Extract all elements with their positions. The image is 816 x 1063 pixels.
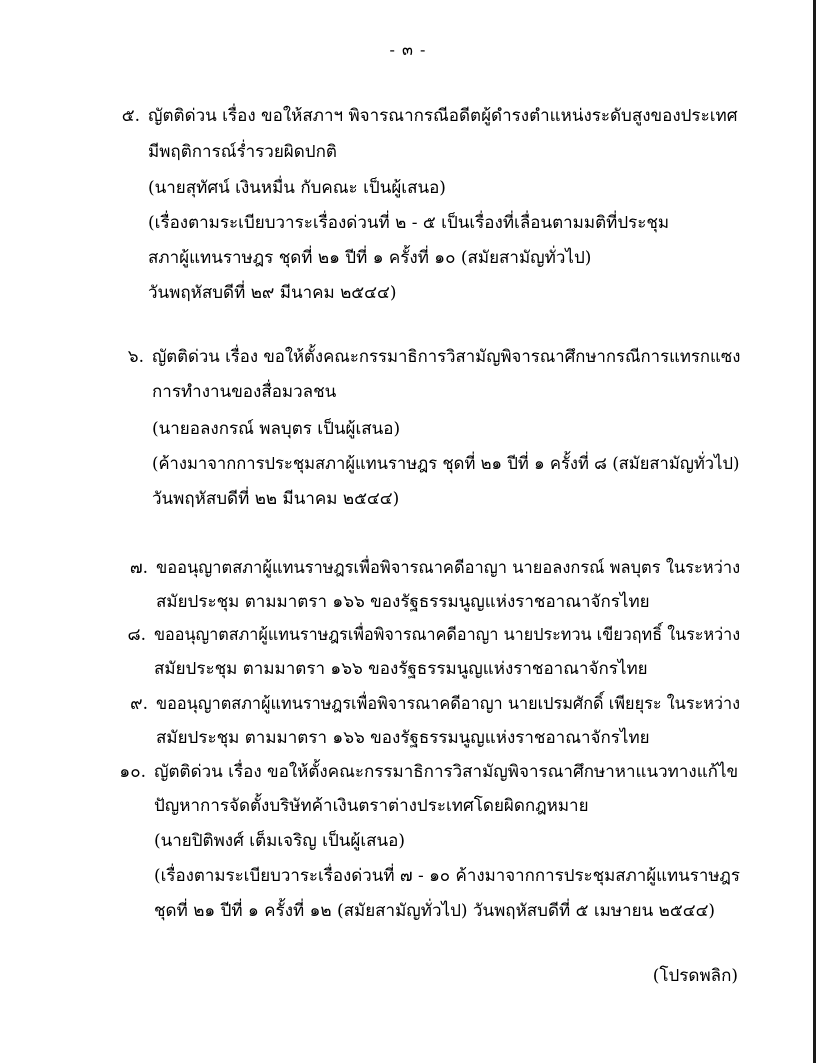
item-line: วันพฤหัสบดีที่ ๒๙ มีนาคม ๒๕๔๔) <box>148 283 397 303</box>
item-line: มีพฤติการณ์ร่ำรวยผิดปกติ <box>148 142 337 162</box>
page-number: - ๓ - <box>389 40 427 59</box>
item-number: ๑๐. <box>119 762 146 782</box>
item-line: ญัตติด่วน เรื่อง ขอให้ตั้งคณะกรรมาธิการวิสามัญพิจารณาศึกษาหาแนวทางแก้ไข <box>154 762 739 782</box>
item-line: (นายอลงกรณ์ พลบุตร เป็นผู้เสนอ) <box>152 419 401 439</box>
item-line: (นายปิติพงศ์ เต็มเจริญ เป็นผู้เสนอ) <box>154 831 405 851</box>
item-line: ขออนุญาตสภาผู้แทนราษฎรเพื่อพิจารณาคดีอาญา นายประทวน เขียวฤทธิ์ ในระหว่าง <box>154 625 741 645</box>
item-line: (เรื่องตามระเบียบวาระเรื่องด่วนที่ ๗ - ๑๐ ค้างมาจากการประชุมสภาผู้แทนราษฎร <box>154 866 740 886</box>
item-line: ขออนุญาตสภาผู้แทนราษฎรเพื่อพิจารณาคดีอาญา นายเปรมศักดิ์ เพียยุระ ในระหว่าง <box>156 694 741 714</box>
item-line: (นายสุทัศน์ เงินหมื่น กับคณะ เป็นผู้เสนอ) <box>148 178 446 198</box>
item-line: ญัตติด่วน เรื่อง ขอให้สภาฯ พิจารณากรณีอดีตผู้ดำรงตำแหน่งระดับสูงของประเทศ <box>148 106 738 126</box>
item-line: สมัยประชุม ตามมาตรา ๑๖๖ ของรัฐธรรมนูญแห่งราชอาณาจักรไทย <box>154 659 648 679</box>
item-line: (เรื่องตามระเบียบวาระเรื่องด่วนที่ ๒ - ๕ เป็นเรื่องที่เลื่อนตามมติที่ประชุม <box>148 213 670 233</box>
item-line: (ค้างมาจากการประชุมสภาผู้แทนราษฎร ชุดที่ ๒๑ ปีที่ ๑ ครั้งที่ ๘ (สมัยสามัญทั่วไป) <box>152 454 740 474</box>
item-line: วันพฤหัสบดีที่ ๒๒ มีนาคม ๒๕๔๔) <box>152 489 400 509</box>
please-turn-over-note: (โปรดพลิก) <box>652 966 738 986</box>
item-line: สภาผู้แทนราษฎร ชุดที่ ๒๑ ปีที่ ๑ ครั้งที่ ๑๐ (สมัยสามัญทั่วไป) <box>148 248 592 268</box>
item-line: ปัญหาการจัดตั้งบริษัทค้าเงินตราต่างประเทศโดยผิดกฎหมาย <box>154 796 589 816</box>
item-line: สมัยประชุม ตามมาตรา ๑๖๖ ของรัฐธรรมนูญแห่งราชอาณาจักรไทย <box>156 728 650 748</box>
item-line: การทำงานของสื่อมวลชน <box>152 382 337 402</box>
item-number: ๕. <box>121 106 140 126</box>
item-number: ๖. <box>127 347 144 367</box>
item-line: สมัยประชุม ตามมาตรา ๑๖๖ ของรัฐธรรมนูญแห่งราชอาณาจักรไทย <box>156 592 650 612</box>
item-line: ขออนุญาตสภาผู้แทนราษฎรเพื่อพิจารณาคดีอาญา นายอลงกรณ์ พลบุตร ในระหว่าง <box>156 558 741 578</box>
item-number: ๘. <box>127 625 146 645</box>
item-number: ๗. <box>129 558 148 578</box>
item-number: ๙. <box>130 694 148 714</box>
item-line: ชุดที่ ๒๑ ปีที่ ๑ ครั้งที่ ๑๒ (สมัยสามัญทั่วไป) วันพฤหัสบดีที่ ๕ เมษายน ๒๕๔๔) <box>154 901 716 921</box>
item-line: ญัตติด่วน เรื่อง ขอให้ตั้งคณะกรรมาธิการวิสามัญพิจารณาศึกษากรณีการแทรกแซง <box>152 347 741 367</box>
